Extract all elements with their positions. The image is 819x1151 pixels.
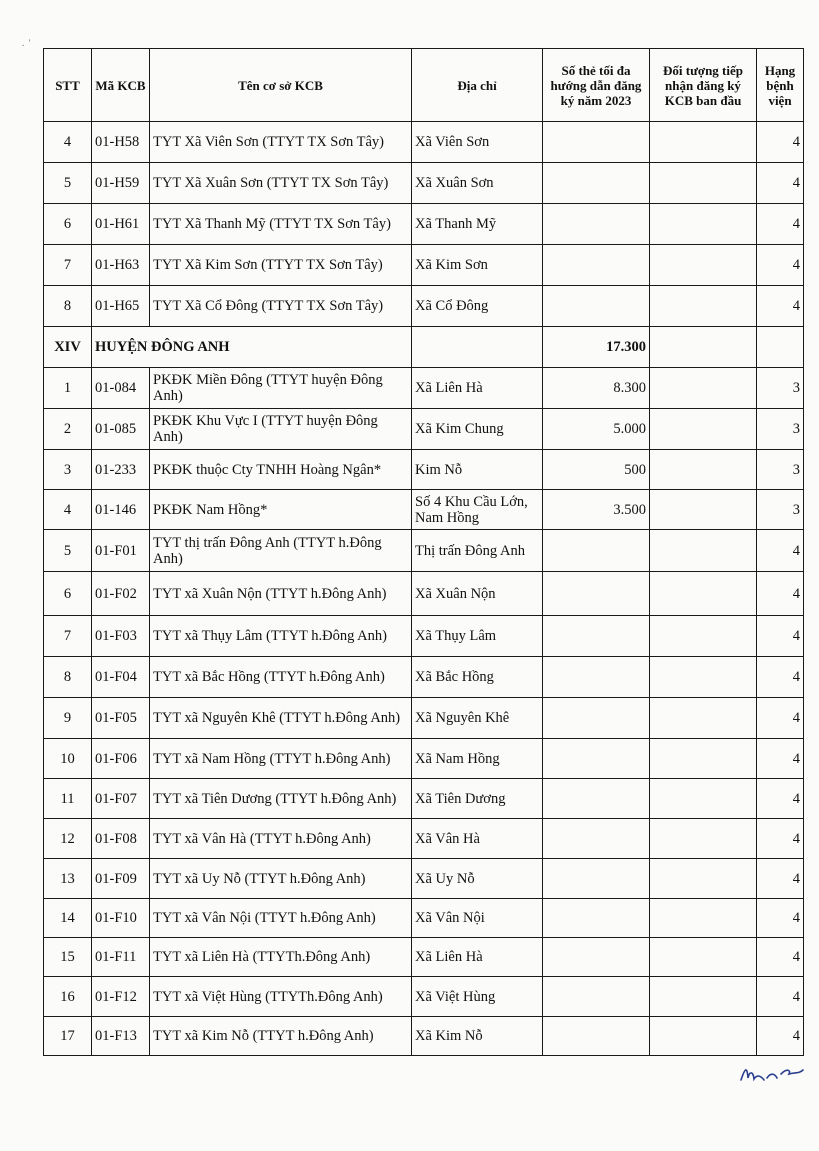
cell-so-the [543,938,650,977]
cell-stt: 6 [44,204,92,245]
cell-doi-tuong [650,490,757,530]
scan-marks: . ' [22,38,31,48]
cell-so-the [543,977,650,1017]
cell-hang: 4 [757,698,804,739]
cell-doi-tuong [650,977,757,1017]
cell-ten-co-so: TYT thị trấn Đông Anh (TTYT h.Đông Anh) [150,530,412,572]
header-ten-co-so: Tên cơ sở KCB [150,49,412,122]
cell-dia-chi: Số 4 Khu Cầu Lớn, Nam Hồng [412,490,543,530]
cell-ma-kcb: 01-F06 [92,739,150,779]
cell-ten-co-so: PKĐK Khu Vực I (TTYT huyện Đông Anh) [150,409,412,450]
cell-dia-chi: Thị trấn Đông Anh [412,530,543,572]
cell-so-the [543,286,650,327]
cell-dia-chi: Xã Tiên Dương [412,779,543,819]
section-name: HUYỆN ĐÔNG ANH [92,327,412,368]
cell-ma-kcb: 01-F01 [92,530,150,572]
cell-hang: 3 [757,409,804,450]
cell-stt: 14 [44,899,92,938]
cell-doi-tuong [650,819,757,859]
cell-stt: 6 [44,572,92,616]
cell-stt: 16 [44,977,92,1017]
cell-ma-kcb: 01-F08 [92,819,150,859]
cell-doi-tuong [650,698,757,739]
cell-ten-co-so: TYT xã Nam Hồng (TTYT h.Đông Anh) [150,739,412,779]
table-row [44,204,804,245]
cell-so-the [543,163,650,204]
cell-doi-tuong [650,163,757,204]
cell-ma-kcb: 01-F04 [92,657,150,698]
cell-ma-kcb: 01-F05 [92,698,150,739]
cell-ma-kcb: 01-084 [92,368,150,409]
cell-hang: 3 [757,490,804,530]
cell-dia-chi: Kim Nỗ [412,450,543,490]
cell-dia-chi: Xã Xuân Sơn [412,163,543,204]
cell-hang: 4 [757,286,804,327]
cell-dia-chi: Xã Kim Nỗ [412,1017,543,1056]
cell-dia-chi: Xã Xuân Nộn [412,572,543,616]
table-row [44,286,804,327]
cell-ten-co-so: TYT xã Uy Nỗ (TTYT h.Đông Anh) [150,859,412,899]
cell-stt: 4 [44,490,92,530]
cell-dia-chi: Xã Nam Hồng [412,739,543,779]
cell-ma-kcb: 01-F02 [92,572,150,616]
cell-so-the [543,572,650,616]
cell-doi-tuong [650,859,757,899]
cell-ten-co-so: TYT Xã Xuân Sơn (TTYT TX Sơn Tây) [150,163,412,204]
cell-doi-tuong [650,779,757,819]
table-row [44,616,804,657]
handwritten-initials [737,1062,807,1086]
cell-hang: 4 [757,819,804,859]
cell-dia-chi: Xã Kim Sơn [412,245,543,286]
cell-ten-co-so: TYT xã Việt Hùng (TTYTh.Đông Anh) [150,977,412,1017]
cell-stt: 15 [44,938,92,977]
cell-ten-co-so: PKĐK thuộc Cty TNHH Hoàng Ngân* [150,450,412,490]
cell-dia-chi: Xã Thụy Lâm [412,616,543,657]
cell-stt: 13 [44,859,92,899]
cell-so-the: 500 [543,450,650,490]
cell-ma-kcb: 01-H65 [92,286,150,327]
cell-so-the [543,819,650,859]
table-row [44,122,804,163]
cell-dia-chi: Xã Bắc Hồng [412,657,543,698]
cell-stt: 12 [44,819,92,859]
cell-dia-chi: Xã Liên Hà [412,938,543,977]
cell-ma-kcb: 01-F13 [92,1017,150,1056]
kcb-table [43,48,804,1056]
cell-doi-tuong [650,245,757,286]
cell-dia-chi: Xã Vân Hà [412,819,543,859]
cell-ten-co-so: TYT xã Bắc Hồng (TTYT h.Đông Anh) [150,657,412,698]
table-row [44,977,804,1017]
cell-ma-kcb: 01-F12 [92,977,150,1017]
cell-so-the [543,616,650,657]
section-hang [757,327,804,368]
header-hang-benh-vien: Hạng bệnh viện [757,49,804,122]
cell-so-the [543,739,650,779]
cell-dia-chi: Xã Thanh Mỹ [412,204,543,245]
cell-hang: 3 [757,450,804,490]
cell-stt: 1 [44,368,92,409]
cell-doi-tuong [650,409,757,450]
cell-so-the: 3.500 [543,490,650,530]
cell-ma-kcb: 01-H61 [92,204,150,245]
cell-doi-tuong [650,899,757,938]
cell-so-the [543,899,650,938]
cell-ten-co-so: TYT xã Xuân Nộn (TTYT h.Đông Anh) [150,572,412,616]
cell-hang: 4 [757,938,804,977]
cell-doi-tuong [650,739,757,779]
cell-hang: 4 [757,616,804,657]
table-row [44,739,804,779]
cell-ma-kcb: 01-F03 [92,616,150,657]
cell-ten-co-so: TYT xã Liên Hà (TTYTh.Đông Anh) [150,938,412,977]
cell-hang: 4 [757,163,804,204]
header-so-the: Số thẻ tối đa hướng dẫn đăng ký năm 2023 [543,49,650,122]
cell-ten-co-so: TYT xã Nguyên Khê (TTYT h.Đông Anh) [150,698,412,739]
cell-stt: 3 [44,450,92,490]
cell-doi-tuong [650,616,757,657]
cell-stt: 8 [44,657,92,698]
section-dia-chi [412,327,543,368]
cell-stt: 2 [44,409,92,450]
cell-so-the [543,1017,650,1056]
cell-ten-co-so: TYT Xã Cổ Đông (TTYT TX Sơn Tây) [150,286,412,327]
cell-dia-chi: Xã Viên Sơn [412,122,543,163]
cell-hang: 4 [757,572,804,616]
cell-stt: 5 [44,530,92,572]
cell-ma-kcb: 01-F11 [92,938,150,977]
cell-stt: 7 [44,616,92,657]
cell-ma-kcb: 01-233 [92,450,150,490]
cell-hang: 4 [757,245,804,286]
cell-doi-tuong [650,122,757,163]
cell-so-the [543,779,650,819]
table-row [44,1017,804,1056]
cell-hang: 4 [757,204,804,245]
cell-stt: 9 [44,698,92,739]
cell-hang: 4 [757,899,804,938]
cell-ma-kcb: 01-F07 [92,779,150,819]
table-row [44,698,804,739]
cell-ma-kcb: 01-146 [92,490,150,530]
cell-stt: 8 [44,286,92,327]
cell-doi-tuong [650,938,757,977]
table-row [44,450,804,490]
section-stt: XIV [44,327,92,368]
cell-so-the [543,859,650,899]
cell-so-the [543,657,650,698]
table-row [44,657,804,698]
cell-so-the: 5.000 [543,409,650,450]
section-doi-tuong [650,327,757,368]
cell-doi-tuong [650,204,757,245]
cell-stt: 7 [44,245,92,286]
header-ma-kcb: Mã KCB [92,49,150,122]
cell-so-the [543,530,650,572]
cell-stt: 10 [44,739,92,779]
cell-so-the [543,204,650,245]
cell-hang: 4 [757,739,804,779]
cell-so-the: 8.300 [543,368,650,409]
cell-hang: 4 [757,530,804,572]
cell-doi-tuong [650,286,757,327]
cell-dia-chi: Xã Việt Hùng [412,977,543,1017]
table-row [44,819,804,859]
table-row [44,899,804,938]
cell-doi-tuong [650,657,757,698]
cell-dia-chi: Xã Vân Nội [412,899,543,938]
cell-ten-co-so: PKĐK Miền Đông (TTYT huyện Đông Anh) [150,368,412,409]
table-row [44,779,804,819]
section-total: 17.300 [543,327,650,368]
cell-hang: 4 [757,859,804,899]
cell-hang: 4 [757,779,804,819]
cell-ma-kcb: 01-085 [92,409,150,450]
cell-ma-kcb: 01-H58 [92,122,150,163]
cell-so-the [543,245,650,286]
cell-doi-tuong [650,1017,757,1056]
cell-hang: 4 [757,1017,804,1056]
cell-ten-co-so: TYT xã Thụy Lâm (TTYT h.Đông Anh) [150,616,412,657]
table-row [44,245,804,286]
cell-so-the [543,698,650,739]
cell-ten-co-so: TYT xã Vân Hà (TTYT h.Đông Anh) [150,819,412,859]
cell-ma-kcb: 01-F10 [92,899,150,938]
cell-doi-tuong [650,530,757,572]
table-row [44,163,804,204]
cell-hang: 3 [757,368,804,409]
header-doi-tuong: Đối tượng tiếp nhận đăng ký KCB ban đầu [650,49,757,122]
table-row [44,938,804,977]
cell-dia-chi: Xã Nguyên Khê [412,698,543,739]
cell-hang: 4 [757,657,804,698]
table-row [44,409,804,450]
cell-so-the [543,122,650,163]
table-row [44,859,804,899]
section-row [44,327,804,368]
cell-doi-tuong [650,368,757,409]
cell-doi-tuong [650,572,757,616]
cell-ten-co-so: PKĐK Nam Hồng* [150,490,412,530]
cell-ten-co-so: TYT Xã Viên Sơn (TTYT TX Sơn Tây) [150,122,412,163]
header-dia-chi: Địa chỉ [412,49,543,122]
cell-stt: 11 [44,779,92,819]
cell-stt: 17 [44,1017,92,1056]
table-row [44,368,804,409]
cell-dia-chi: Xã Uy Nỗ [412,859,543,899]
cell-stt: 5 [44,163,92,204]
cell-stt: 4 [44,122,92,163]
cell-dia-chi: Xã Kim Chung [412,409,543,450]
cell-hang: 4 [757,122,804,163]
cell-dia-chi: Xã Liên Hà [412,368,543,409]
cell-ten-co-so: TYT Xã Thanh Mỹ (TTYT TX Sơn Tây) [150,204,412,245]
cell-ten-co-so: TYT xã Vân Nội (TTYT h.Đông Anh) [150,899,412,938]
cell-dia-chi: Xã Cổ Đông [412,286,543,327]
cell-ma-kcb: 01-H59 [92,163,150,204]
table-row [44,572,804,616]
cell-ten-co-so: TYT Xã Kim Sơn (TTYT TX Sơn Tây) [150,245,412,286]
cell-doi-tuong [650,450,757,490]
table-row [44,490,804,530]
cell-ten-co-so: TYT xã Tiên Dương (TTYT h.Đông Anh) [150,779,412,819]
table-header-row [44,49,804,122]
header-stt: STT [44,49,92,122]
cell-ma-kcb: 01-F09 [92,859,150,899]
table-row [44,530,804,572]
cell-hang: 4 [757,977,804,1017]
cell-ma-kcb: 01-H63 [92,245,150,286]
cell-ten-co-so: TYT xã Kim Nỗ (TTYT h.Đông Anh) [150,1017,412,1056]
